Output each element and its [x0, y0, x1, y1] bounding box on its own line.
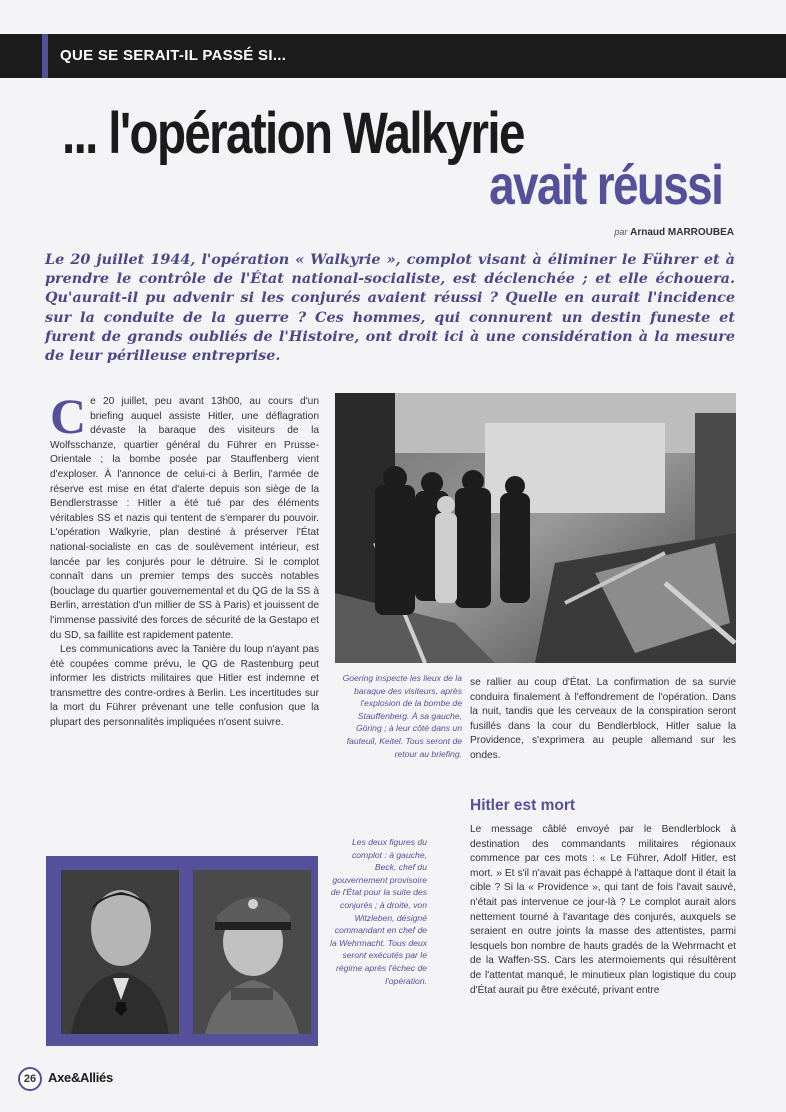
byline-prefix: par	[614, 227, 628, 237]
wreckage-photo-image	[335, 393, 736, 663]
title-line-2: avait réussi	[488, 153, 722, 216]
drop-cap: C	[50, 388, 87, 444]
portrait-left	[61, 870, 179, 1034]
byline-author: Arnaud MARROUBEA	[630, 227, 734, 238]
banner-accent-bar	[42, 34, 48, 78]
page-number: 26	[18, 1067, 42, 1091]
section-heading: Hitler est mort	[470, 797, 576, 814]
magazine-brand: Axe&Alliés	[48, 1070, 113, 1085]
portrait-left-image	[61, 870, 179, 1034]
photo-caption: Goering inspecte les lieux de la baraque des visiteurs, après l'explosion de la bombe de Stauffenberg. À sa gauche, Göring ; à leur côté dans un fauteuil, Keitel. Tous seront de retour au briefing.	[342, 673, 462, 759]
body-paragraph: e 20 juillet, peu avant 13h00, au cours d'un briefing auquel assiste Hitler, une déflagration dévaste la baraque des visiteurs de la Wolfsschanze, quartier général du Führer en Prusse-Orientale ; la bombe posée par Stauffenberg vient d'exploser. À l'annonce de celui-ci à Berlin, l'armée de réserve est mise en état d'alerte depuis son siège de la Bendlerstrasse : Hitler a été tué par des éléments véritables SS et nazis qui tentent de s'emparer du pouvoir. L'opération Walkyrie, plan destiné à préserver l'État national-socialiste en cas de soulèvement intérieur, est lancée par les conjurés pour le détruire. Si le complot connaît dans un premier temps des succès notables (bouclage du quartier gouvernemental et du QG de la SS à Berlin, arrestation d'un millier de SS à Paris) et jouissent de l'immense passivité des forces de sécurité de la Gestapo et du SD, sa faillite est rapidement patente.	[50, 396, 319, 641]
byline	[614, 227, 734, 238]
section-kicker: QUE SE SERAIT-IL PASSÉ SI...	[60, 47, 287, 64]
body-column-left	[50, 388, 319, 731]
body-column-right-top: se rallier au coup d'État. La confirmation de sa survie conduira finalement à l'effondrement de l'opération. Dans la nuit, tandis que les cerveaux de la conspiration seront fusillés dans la cour du Bendlerblock, Hitler salue la Providence, s'exprimera au peuple allemand sur les ondes.	[470, 677, 736, 761]
body-column-right: Le message câblé envoyé par le Bendlerblock à destination des commandants militaires régionaux commence par ces mots : « Le Führer, Adolf Hitler, est mort. » Et s'il n'avait pas échappé à l'attaque dont il était la cible ? Si la « Providence », qui tant de fois l'avait sauvé, n'était pas intervenue ce jour-là ? Le complot aurait alors nettement tourné à l'avantage des conjurés, auxquels se seraient en outre joints la masse des attentistes, parmi lesquels bon nombre de hauts gradés de la Wehrmacht et de la Waffen-SS. Cars les atermoiements qui résultèrent de l'attentat manqué, le minutieux plan logistique du coup d'État aurait pu être exécuté, privant entre	[470, 824, 736, 996]
wreckage-photo	[335, 393, 736, 663]
intro-paragraph: Le 20 juillet 1944, l'opération « Walkyrie », complot visant à éliminer le Führer et à prendre le contrôle de l'État national-socialiste, est déclenchée ; et elle échouera. Qu'aurait-il pu advenir si les conjurés avaient réussi ? Quelle en aurait l'incidence sur la conduite de la guerre ? Ces hommes, qui connurent un destin funeste et furent de grands oubliés de l'Histoire, ont droit ici à une considération à la mesure de leur périlleuse entreprise.	[45, 251, 735, 365]
body-paragraph: Les communications avec la Tanière du loup n'ayant pas été coupées comme prévu, le QG de Rastenburg peut informer les districts militaires que Hitler est indemne et transmettre des contre-ordres à Berlin. Les incertitudes sur la mort du Führer prévenant une telle confusion que la plupart des personnalités impliquées n'osent suivre.	[50, 644, 319, 729]
portrait-right-image	[193, 870, 311, 1034]
portrait-right	[193, 870, 311, 1034]
portraits-caption: Les deux figures du complot : à gauche, Beck, chef du gouvernement provisoire de l'État pour la suite des conjurés ; à droite, von Witzleben, désigné commandant en chef de la Wehrmacht. Tous deux seront exécutés par le régime après l'échec de l'opération.	[330, 837, 427, 986]
title-line-1: ... l'opération Walkyrie	[62, 101, 524, 166]
